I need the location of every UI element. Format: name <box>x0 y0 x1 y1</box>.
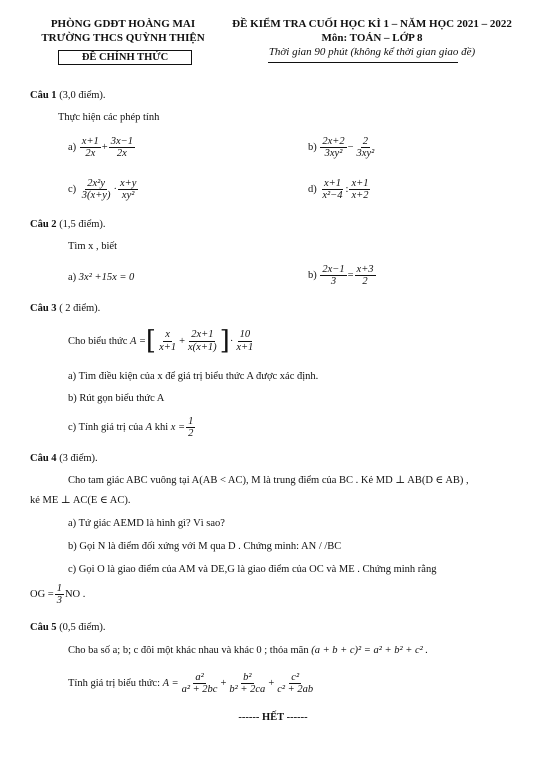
q4-a: a) Tứ giác AEMD là hình gì? Vì sao? <box>68 518 225 529</box>
q1-c: c) $\frac{\text{2x²y}}{3(x+y)}$ · $\frac{x+y}{\text{xy²}}$ <box>68 178 137 202</box>
q3-expression: Cho biểu thức A = [ $\frac{x}{x+1}$ + $\frac{2x+1}{x(x+1)}$ ] · $\frac{10}{x+1}$ <box>68 326 254 356</box>
q3-c: c) Tính giá trị của A khi x = $\frac{1}{2}$ <box>68 416 194 440</box>
header-underline <box>268 62 458 63</box>
exam-time: Thời gian 90 phút (không kể thời gian giao đề) <box>268 46 476 58</box>
q4-line1: Cho tam giác ABC vuông tại A(AB < AC), M là trung điểm của BC . Kẻ MD ⊥ AB(D ∈ AB) , <box>68 475 469 486</box>
q2-intro: Tìm x , biết <box>68 241 117 252</box>
q1-a: a) $\frac{x+1}{2x}$ + $\frac{3x-1}{2x}$ <box>68 136 133 160</box>
q5-expression: Tính giá trị biểu thức: A = $\frac{\text{a²}}{\text{a² + 2bc}}$ + $\frac{\text{b²}}{\text{b² + 2ca}}$ + $\frac{\text{c²}}{\text{c² + 2ab}}$ <box>68 672 314 696</box>
q4-c-equation: OG = $\frac{1}{3}$ NO . <box>30 583 86 607</box>
q5-line1: Cho ba số a; b; c đôi một khác nhau và khác 0 ; thỏa mãn (a + b + c)² = a² + b² + c² . <box>68 645 429 656</box>
q4-b: b) Gọi N là điểm đối xứng với M qua D . Chứng minh: AN / /BC <box>68 541 342 552</box>
q4-line2: kẻ ME ⊥ AC(E ∈ AC). <box>30 495 131 506</box>
q1-heading: Câu 1 (3,0 điểm). <box>30 90 106 101</box>
q2-a: a) 3x² +15x = 0 <box>68 272 135 283</box>
q1-intro: Thực hiện các phép tính <box>58 112 160 123</box>
school-name: TRƯỜNG THCS QUỲNH THIỆN <box>41 32 205 44</box>
q1-d: d) $\frac{x+1}{\text{x²−4}}$ : $\frac{x+1}{x+2}$ <box>308 178 369 202</box>
q4-heading: Câu 4 (3 điểm). <box>30 453 98 464</box>
exam-title: ĐỀ KIỂM TRA CUỐI HỌC KÌ 1 – NĂM HỌC 2021 – 2022 <box>232 18 512 30</box>
q2-heading: Câu 2 (1,5 điểm). <box>30 219 106 230</box>
official-label: ĐỀ CHÍNH THỨC <box>58 50 192 65</box>
q3-heading: Câu 3 ( 2 điểm). <box>30 303 101 314</box>
footer-end: ------ HẾT ------ <box>238 712 308 723</box>
q4-c: c) Gọi O là giao điểm của AM và DE,G là giao điểm của OC và ME . Chứng minh rằng <box>68 564 437 575</box>
q3-b: b) Rút gọn biểu thức A <box>68 393 165 404</box>
q3-a: a) Tìm điều kiện của x để giá trị biểu thức A được xác định. <box>68 371 319 382</box>
subject: Môn: TOÁN – LỚP 8 <box>321 32 423 44</box>
dept-name: PHÒNG GDĐT HOÀNG MAI <box>50 18 196 30</box>
q2-b: b) $\frac{2x-1}{3}$ = $\frac{x+3}{2}$ <box>308 264 374 288</box>
q1-b: b) $\frac{2x+2}{\text{3xy²}}$ − $\frac{2}{\text{3xy²}}$ <box>308 136 375 160</box>
q5-heading: Câu 5 (0,5 điểm). <box>30 622 106 633</box>
